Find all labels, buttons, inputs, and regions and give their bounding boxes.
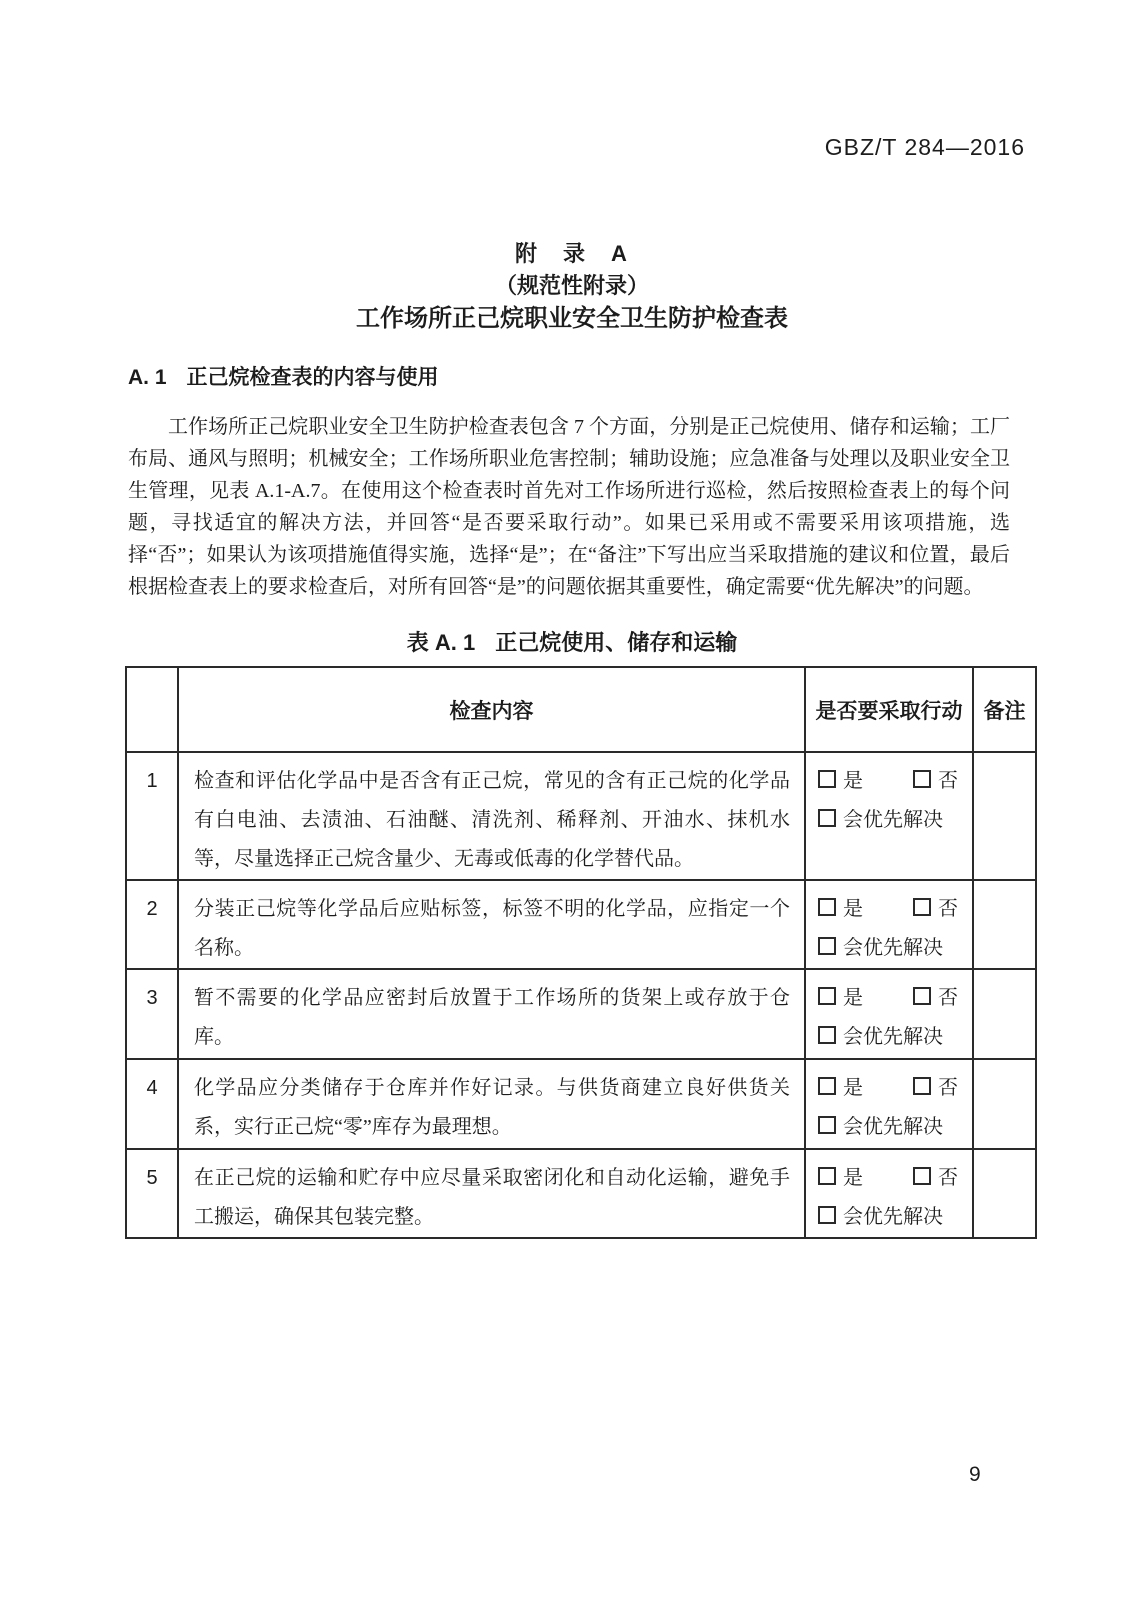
yes-option xyxy=(818,898,863,920)
yes-no-option-line xyxy=(818,1159,968,1198)
no-checkbox-icon xyxy=(913,987,931,1005)
table-row xyxy=(126,1059,1036,1149)
number-column-header xyxy=(126,667,178,752)
priority-option-label: 会优先解决 xyxy=(843,1206,943,1228)
priority-checkbox-icon xyxy=(818,1116,836,1134)
row-content: 暂不需要的化学品应密封后放置于工作场所的货架上或存放于仓库。 xyxy=(178,969,805,1059)
row-number: 2 xyxy=(126,880,178,969)
priority-option-line xyxy=(818,1198,968,1237)
appendix-main-title: 工作场所正己烷职业安全卫生防护检查表 xyxy=(356,305,788,332)
table-row xyxy=(126,1149,1036,1238)
row-action-cell xyxy=(805,969,973,1059)
section-paragraph: 工作场所正己烷职业安全卫生防护检查表包含 7 个方面，分别是正己烷使用、储存和运输；工厂布局、通风与照明；机械安全；工作场所职业危害控制；辅助设施；应急准备与处理以及职业安全卫生管理，见表 A.1-A.7。在使用这个检查表时首先对工作场所进行巡检，然后按照检查表上的每个问题，寻找适宜的解决方法，并回答“是否要采取行动”。如果已采用或不需要采用该项措施，选择“否”；如果认为该项措施值得实施，选择“是”；在“备注”下写出应当采取措施的建议和位置，最后根据检查表上的要求检查后，对所有回答“是”的问题依据其重要性，确定需要“优先解决”的问题。 xyxy=(128,416,1010,598)
row-action-cell xyxy=(805,1059,973,1149)
no-option xyxy=(913,1167,958,1189)
yes-no-option-line xyxy=(818,890,968,929)
yes-option-label: 是 xyxy=(843,898,863,920)
row-action-cell xyxy=(805,880,973,969)
table-header-row xyxy=(126,667,1036,752)
priority-option-label: 会优先解决 xyxy=(843,937,943,959)
no-option xyxy=(913,770,958,792)
row-remark-cell xyxy=(973,1149,1036,1238)
priority-option xyxy=(818,809,943,831)
no-option xyxy=(913,898,958,920)
no-checkbox-icon xyxy=(913,770,931,788)
row-remark-cell xyxy=(973,1059,1036,1149)
priority-option xyxy=(818,1206,943,1228)
yes-option xyxy=(818,770,863,792)
priority-checkbox-icon xyxy=(818,1206,836,1224)
no-option-label: 否 xyxy=(938,987,958,1009)
row-number: 1 xyxy=(126,752,178,880)
priority-option xyxy=(818,937,943,959)
priority-checkbox-icon xyxy=(818,937,836,955)
priority-option-line xyxy=(818,801,968,840)
no-option-label: 否 xyxy=(938,898,958,920)
yes-checkbox-icon xyxy=(818,770,836,788)
yes-checkbox-icon xyxy=(818,1077,836,1095)
row-remark-cell xyxy=(973,752,1036,880)
appendix-subtitle: （规范性附录） xyxy=(494,273,649,298)
yes-option-label: 是 xyxy=(843,1077,863,1099)
no-option xyxy=(913,1077,958,1099)
row-action-cell xyxy=(805,752,973,880)
section-number: A. 1 xyxy=(128,366,167,389)
no-option-label: 否 xyxy=(938,1167,958,1189)
yes-checkbox-icon xyxy=(818,898,836,916)
row-number: 5 xyxy=(126,1149,178,1238)
no-checkbox-icon xyxy=(913,1077,931,1095)
table-caption-label: 表 A. 1 xyxy=(406,630,476,655)
remark-column-header: 备注 xyxy=(973,667,1036,752)
no-checkbox-icon xyxy=(913,898,931,916)
yes-option-label: 是 xyxy=(843,1167,863,1189)
row-content: 分装正己烷等化学品后应贴标签，标签不明的化学品，应指定一个名称。 xyxy=(178,880,805,969)
priority-option-label: 会优先解决 xyxy=(843,809,943,831)
appendix-title: 附 录 A xyxy=(515,241,629,266)
table-caption-text: 正己烷使用、储存和运输 xyxy=(495,630,738,655)
section-title: 正己烷检查表的内容与使用 xyxy=(186,366,439,389)
table-row xyxy=(126,969,1036,1059)
row-content: 在正己烷的运输和贮存中应尽量采取密闭化和自动化运输，避免手工搬运，确保其包装完整。 xyxy=(178,1149,805,1238)
row-content: 检查和评估化学品中是否含有正己烷，常见的含有正己烷的化学品有白电油、去渍油、石油醚、清洗剂、稀释剂、开油水、抹机水等，尽量选择正己烷含量少、无毒或低毒的化学替代品。 xyxy=(178,752,805,880)
standard-code: GBZ/T 284—2016 xyxy=(824,134,1025,160)
yes-option xyxy=(818,1167,863,1189)
checklist-table xyxy=(125,666,1037,1239)
row-remark-cell xyxy=(973,880,1036,969)
yes-no-option-line xyxy=(818,1069,968,1108)
no-checkbox-icon xyxy=(913,1167,931,1185)
table-caption xyxy=(20,626,1124,657)
yes-option xyxy=(818,987,863,1009)
yes-no-option-line xyxy=(818,762,968,801)
yes-option-label: 是 xyxy=(843,770,863,792)
appendix-title-block xyxy=(20,237,1124,336)
no-option-label: 否 xyxy=(938,770,958,792)
yes-option-label: 是 xyxy=(843,987,863,1009)
table-row xyxy=(126,880,1036,969)
yes-checkbox-icon xyxy=(818,987,836,1005)
yes-no-option-line xyxy=(818,979,968,1018)
no-option xyxy=(913,987,958,1009)
priority-option xyxy=(818,1026,943,1048)
section-heading xyxy=(128,361,439,391)
priority-option-line xyxy=(818,1108,968,1147)
yes-checkbox-icon xyxy=(818,1167,836,1185)
no-option-label: 否 xyxy=(938,1077,958,1099)
row-number: 4 xyxy=(126,1059,178,1149)
priority-checkbox-icon xyxy=(818,809,836,827)
priority-option-line xyxy=(818,929,968,968)
row-action-cell xyxy=(805,1149,973,1238)
priority-option-label: 会优先解决 xyxy=(843,1026,943,1048)
row-remark-cell xyxy=(973,969,1036,1059)
priority-option-line xyxy=(818,1018,968,1057)
priority-option xyxy=(818,1116,943,1138)
priority-option-label: 会优先解决 xyxy=(843,1116,943,1138)
page-number: 9 xyxy=(969,1463,981,1486)
yes-option xyxy=(818,1077,863,1099)
priority-checkbox-icon xyxy=(818,1026,836,1044)
table-row xyxy=(126,752,1036,880)
row-content: 化学品应分类储存于仓库并作好记录。与供货商建立良好供货关系，实行正己烷“零”库存为最理想。 xyxy=(178,1059,805,1149)
content-column-header: 检查内容 xyxy=(178,667,805,752)
row-number: 3 xyxy=(126,969,178,1059)
action-column-header: 是否要采取行动 xyxy=(805,667,973,752)
